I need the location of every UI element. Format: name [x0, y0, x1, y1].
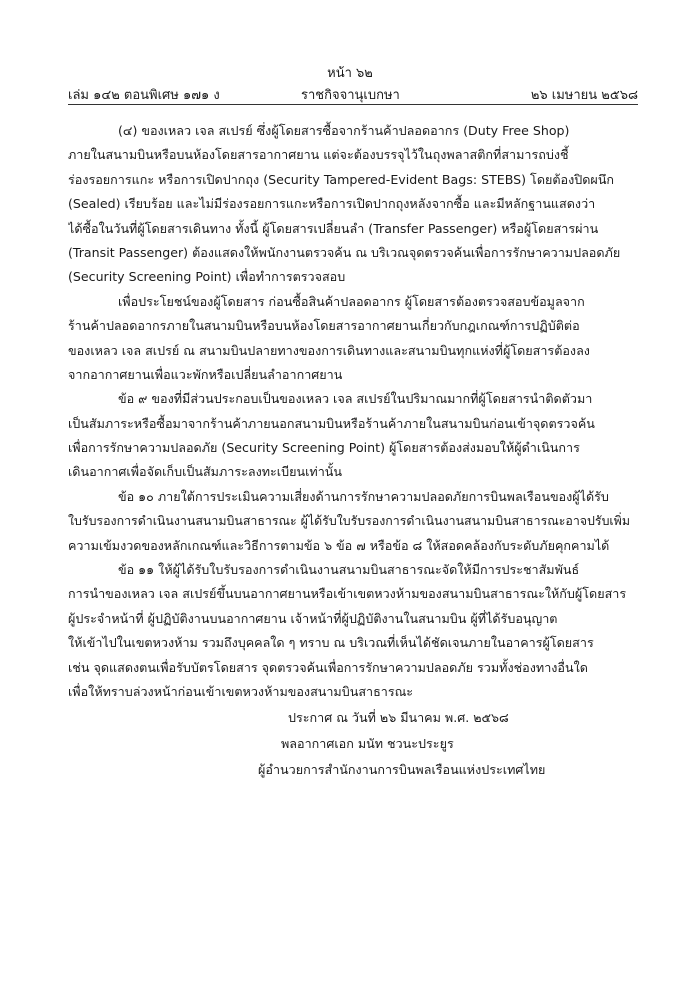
- paragraph-line: ความเข้มงวดของหลักเกณฑ์และวิธีการตามข้อ ๖ ข้อ ๗ หรือข้อ ๘ ให้สอดคล้องกับระดับภัยคุกคามได้: [68, 537, 610, 553]
- paragraph-line: เพื่อประโยชน์ของผู้โดยสาร ก่อนซื้อสินค้าปลอดอากร ผู้โดยสารต้องตรวจสอบข้อมูลจาก: [118, 293, 585, 309]
- paragraph-line: ใบรับรองการดำเนินงานสนามบินสาธารณะ ผู้ได้รับใบรับรองการดำเนินงานสนามบินสาธารณะอาจปรับเพิ่ม: [68, 513, 631, 529]
- document-body: [68, 119, 638, 704]
- paragraph-line: เพื่อให้ทราบล่วงหน้าก่อนเข้าเขตหวงห้ามของสนามบินสาธารณะ: [68, 683, 414, 699]
- paragraph-line: ให้เข้าไปในเขตหวงห้าม รวมถึงบุคคลใด ๆ ทราบ ณ บริเวณที่เห็นได้ชัดเจนภายในอาคารผู้โดยสาร: [68, 635, 594, 651]
- paragraph-line: เพื่อการรักษาความปลอดภัย (Security Screening Point) ผู้โดยสารต้องส่งมอบให้ผู้ดำเนินการ: [68, 440, 580, 456]
- publication-date: ๒๖ เมษายน ๒๕๖๘: [530, 88, 638, 103]
- paragraph-line: (Sealed) เรียบร้อย และไม่มีร่องรอยการแกะหรือการเปิดปากถุงหลังจากซื้อ และมีหลักฐานแสดงว่า: [68, 196, 596, 212]
- gazette-title: ราชกิจจานุเบกษา: [301, 88, 400, 103]
- paragraph-line: การนำของเหลว เจล สเปรย์ขึ้นบนอากาศยานหรือเข้าเขตหวงห้ามของสนามบินสาธารณะให้กับผู้โดยสาร: [68, 586, 627, 602]
- paragraph-line: เดินอากาศเพื่อจัดเก็บเป็นสัมภาระลงทะเบียนเท่านั้น: [68, 464, 342, 480]
- paragraph-line: เช่น จุดแสดงตนเพื่อรับบัตรโดยสาร จุดตรวจค้นเพื่อการรักษาความปลอดภัย รวมทั้งช่องทางอื่นใด: [68, 659, 588, 675]
- gazette-header: [68, 84, 638, 102]
- paragraph-line: ข้อ ๙ ของที่มีส่วนประกอบเป็นของเหลว เจล สเปรย์ในปริมาณมากที่ผู้โดยสารนำติดตัวมา: [118, 391, 593, 407]
- header-divider: [68, 104, 638, 105]
- paragraph-line: (Security Screening Point) เพื่อทำการตรวจสอบ: [68, 269, 346, 285]
- paragraph-line: ข้อ ๑๑ ให้ผู้ได้รับใบรับรองการดำเนินงานสนามบินสาธารณะจัดให้มีการประชาสัมพันธ์: [118, 562, 580, 578]
- paragraph-line: เป็นสัมภาระหรือซื้อมาจากร้านค้าภายนอกสนามบินหรือร้านค้าภายในสนามบินก่อนเข้าจุดตรวจค้น: [68, 415, 595, 431]
- paragraph-line: ของเหลว เจล สเปรย์ ณ สนามบินปลายทางของการเดินทางและสนามบินทุกแห่งที่ผู้โดยสารต้องลง: [68, 342, 590, 358]
- paragraph-line: (Transit Passenger) ต้องแสดงให้พนักงานตรวจค้น ณ บริเวณจุดตรวจค้นเพื่อการรักษาความปลอดภัย: [68, 244, 621, 260]
- paragraph-line: ผู้ประจำหน้าที่ ผู้ปฏิบัติงานบนอากาศยาน เจ้าหน้าที่ผู้ปฏิบัติงานในสนามบิน ผู้ที่ได้รับอนุญาต: [68, 610, 558, 626]
- page-number: หน้า ๖๒: [327, 66, 373, 81]
- signatory-name: พลอากาศเอก มนัท ชวนะประยูร: [281, 736, 454, 751]
- paragraph-line: ร่องรอยการแกะ หรือการเปิดปากถุง (Security Tampered-Evident Bags: STEBS) โดยต้องปิดผนึก: [68, 171, 615, 187]
- announcement-date: ประกาศ ณ วันที่ ๒๖ มีนาคม พ.ศ. ๒๕๖๘: [288, 710, 509, 725]
- signature-block: [258, 705, 638, 783]
- signatory-title: ผู้อำนวยการสำนักงานการบินพลเรือนแห่งประเทศไทย: [258, 762, 546, 777]
- paragraph-line: (๔) ของเหลว เจล สเปรย์ ซึ่งผู้โดยสารซื้อจากร้านค้าปลอดอากร (Duty Free Shop): [118, 123, 570, 138]
- paragraph-line: ได้ซื้อในวันที่ผู้โดยสารเดินทาง ทั้งนี้ ผู้โดยสารเปลี่ยนลำ (Transfer Passenger) หรือผู้โดยสารผ่าน: [68, 220, 599, 236]
- paragraph-line: ข้อ ๑๐ ภายใต้การประเมินความเสี่ยงด้านการรักษาความปลอดภัยการบินพลเรือนของผู้ได้รับ: [118, 488, 609, 504]
- volume-issue: เล่ม ๑๔๒ ตอนพิเศษ ๑๗๑ ง: [68, 88, 220, 103]
- paragraph-line: ร้านค้าปลอดอากรภายในสนามบินหรือบนห้องโดยสารอากาศยานเกี่ยวกับกฎเกณฑ์การปฏิบัติต่อ: [68, 318, 580, 334]
- paragraph-line: จากอากาศยานเพื่อแวะพักหรือเปลี่ยนลำอากาศยาน: [68, 366, 343, 382]
- paragraph-line: ภายในสนามบินหรือบนห้องโดยสารอากาศยาน แต่จะต้องบรรจุไว้ในถุงพลาสติกที่สามารถบ่งชี้: [68, 147, 569, 163]
